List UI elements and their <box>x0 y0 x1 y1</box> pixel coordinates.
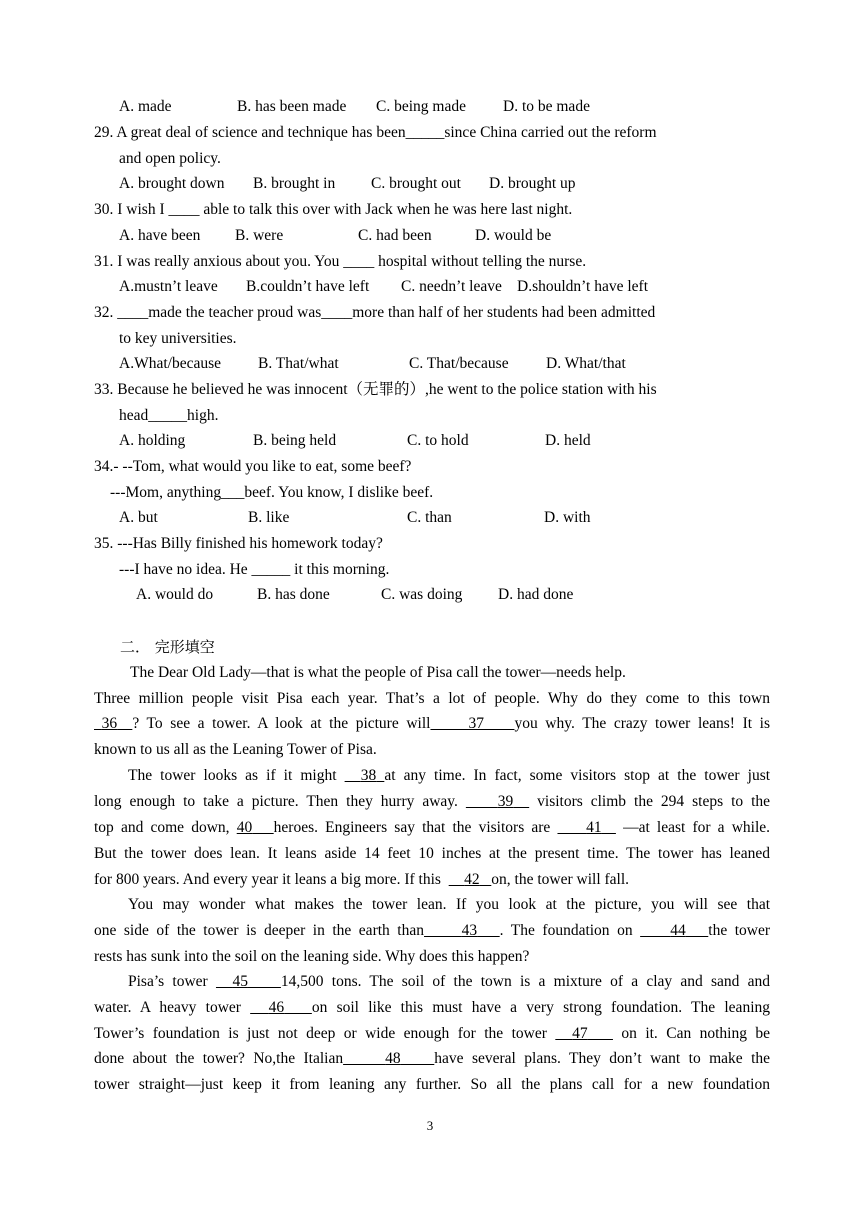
p2-line5: for 800 years. And every year it leans a big more. If this 42 on, the tower will fall. <box>94 871 630 888</box>
q31-stem: 31. I was really anxious about you. You ____ hospital without telling the nurse. <box>94 253 587 270</box>
p1-line1: The Dear Old Lady—that is what the people of Pisa call the tower—needs help. <box>130 664 626 681</box>
q30-option-c: C. had been <box>358 227 432 244</box>
p1-line3-end: you why. The crazy tower leans! It is <box>514 715 770 732</box>
q33-option-a: A. holding <box>119 432 186 449</box>
q31-option-b: B.couldn’t have left <box>246 278 370 295</box>
q33-option-c: C. to hold <box>407 432 469 449</box>
q29-option-d: D. brought up <box>489 175 576 192</box>
p2-line2: long enough to take a picture. Then they hurry away. 39 visitors climb the 294 steps to the <box>94 793 771 810</box>
q33-stem-line2: head_____high. <box>119 407 219 424</box>
q35-option-d: D. had done <box>498 586 574 603</box>
blank-44: 44 <box>670 922 686 939</box>
p1-line2-text: Three million people visit Pisa each year. That’s a lot of people. Why do they come to this town <box>94 690 770 707</box>
p4-line1: Pisa’s tower 45 14,500 tons. The soil of the town is a mixture of a clay and sand and <box>128 973 771 990</box>
blank-45: 45 <box>232 973 248 990</box>
q34-option-d: D. with <box>544 509 591 526</box>
section-heading: 二． 完形填空 <box>120 638 215 656</box>
q31-option-c: C. needn’t leave <box>401 278 502 295</box>
q33-option-b: B. being held <box>253 432 337 449</box>
p4-line2: water. A heavy tower 46 on soil like this must have a very strong foundation. The leaning <box>94 999 770 1016</box>
page-number: 3 <box>426 1118 434 1133</box>
q32-option-a: A.What/because <box>119 355 221 372</box>
q35-stem-line2: ---I have no idea. He _____ it this morning. <box>119 561 390 578</box>
q30-option-d: D. would be <box>475 227 552 244</box>
q33-option-d: D. held <box>545 432 591 449</box>
p1-line3-text: ? To see a tower. A look at the picture will <box>132 715 431 732</box>
q28-option-d: D. to be made <box>503 98 590 115</box>
q28-option-c: C. being made <box>376 98 466 115</box>
q29-option-b: B. brought in <box>253 175 336 192</box>
q32-stem-line2: to key universities. <box>119 330 237 347</box>
q31-option-d: D.shouldn’t have left <box>517 278 649 295</box>
p4-line3: Tower’s foundation is just not deep or wide enough for the tower 47 on it. Can nothing be <box>94 1025 771 1042</box>
q30-option-a: A. have been <box>119 227 201 244</box>
p1-line3 <box>94 714 770 734</box>
blank-41: 41 <box>586 819 602 836</box>
q30-stem: 30. I wish I ____ able to talk this over with Jack when he was here last night. <box>94 201 573 218</box>
q29-option-c: C. brought out <box>371 175 461 192</box>
q30-option-b: B. were <box>235 227 284 244</box>
q28-option-b: B. has been made <box>237 98 347 115</box>
p1-line2 <box>94 689 770 709</box>
q29-stem-line1: 29. A great deal of science and technique has been_____since China carried out the reform <box>94 124 657 141</box>
q34-stem-line2: ---Mom, anything___beef. You know, I dislike beef. <box>110 484 434 501</box>
p3-line3: rests has sunk into the soil on the leaning side. Why does this happen? <box>94 948 530 965</box>
blank-43: 43 <box>461 922 478 939</box>
q32-stem-line1: 32. ____made the teacher proud was____more than half of her students had been admitted <box>94 304 656 321</box>
blank-42: 42 <box>464 871 480 888</box>
blank-40: 40 <box>236 819 253 836</box>
blank-38: 38 <box>360 767 377 784</box>
p1-line4: known to us all as the Leaning Tower of Pisa. <box>94 741 377 758</box>
p2-line4: But the tower does lean. It leans aside 14 feet 10 inches at the present time. The tower has leaned <box>94 845 770 862</box>
p4-line5: tower straight—just keep it from leaning any further. So all the plans call for a new foundation <box>94 1076 770 1093</box>
q29-stem-line2: and open policy. <box>119 150 221 167</box>
p3-line1: You may wonder what makes the tower lean. If you look at the picture, you will see that <box>128 896 770 913</box>
q32-option-d: D. What/that <box>546 355 626 372</box>
q35-stem-line1: 35. ---Has Billy finished his homework today? <box>94 535 383 552</box>
q29-option-a: A. brought down <box>119 175 225 192</box>
q35-option-b: B. has done <box>257 586 330 603</box>
p3-line2: one side of the tower is deeper in the earth than 43 . The foundation on 44 the tower <box>94 922 771 939</box>
blank-37: 37 <box>468 715 484 732</box>
blank-47: 47 <box>572 1025 588 1042</box>
q32-option-c: C. That/because <box>409 355 509 372</box>
p4-line4: done about the tower? No,the Italian 48 have several plans. They don’t want to make the <box>94 1050 771 1067</box>
blank-36: 36 <box>101 715 118 732</box>
blank-39: 39 <box>497 793 514 810</box>
blank-48: 48 <box>385 1050 401 1067</box>
q34-option-c: C. than <box>407 509 452 526</box>
q31-option-a: A.mustn’t leave <box>119 278 218 295</box>
q34-option-b: B. like <box>248 509 290 526</box>
q28-option-a: A. made <box>119 98 172 115</box>
q32-option-b: B. That/what <box>258 355 339 372</box>
q35-option-c: C. was doing <box>381 586 463 603</box>
q34-option-a: A. but <box>119 509 158 526</box>
blank-46: 46 <box>268 999 285 1016</box>
p2-line3: top and come down, 40 heroes. Engineers say that the visitors are 41 —at least for a while. <box>94 819 771 836</box>
q33-stem-line1: 33. Because he believed he was innocent（无罪的）,he went to the police station with his <box>94 381 657 398</box>
p2-line1: The tower looks as if it might 38 at any time. In fact, some visitors stop at the tower just <box>128 767 771 784</box>
q35-option-a: A. would do <box>136 586 214 603</box>
q34-stem-line1: 34.- --Tom, what would you like to eat, some beef? <box>94 458 412 475</box>
